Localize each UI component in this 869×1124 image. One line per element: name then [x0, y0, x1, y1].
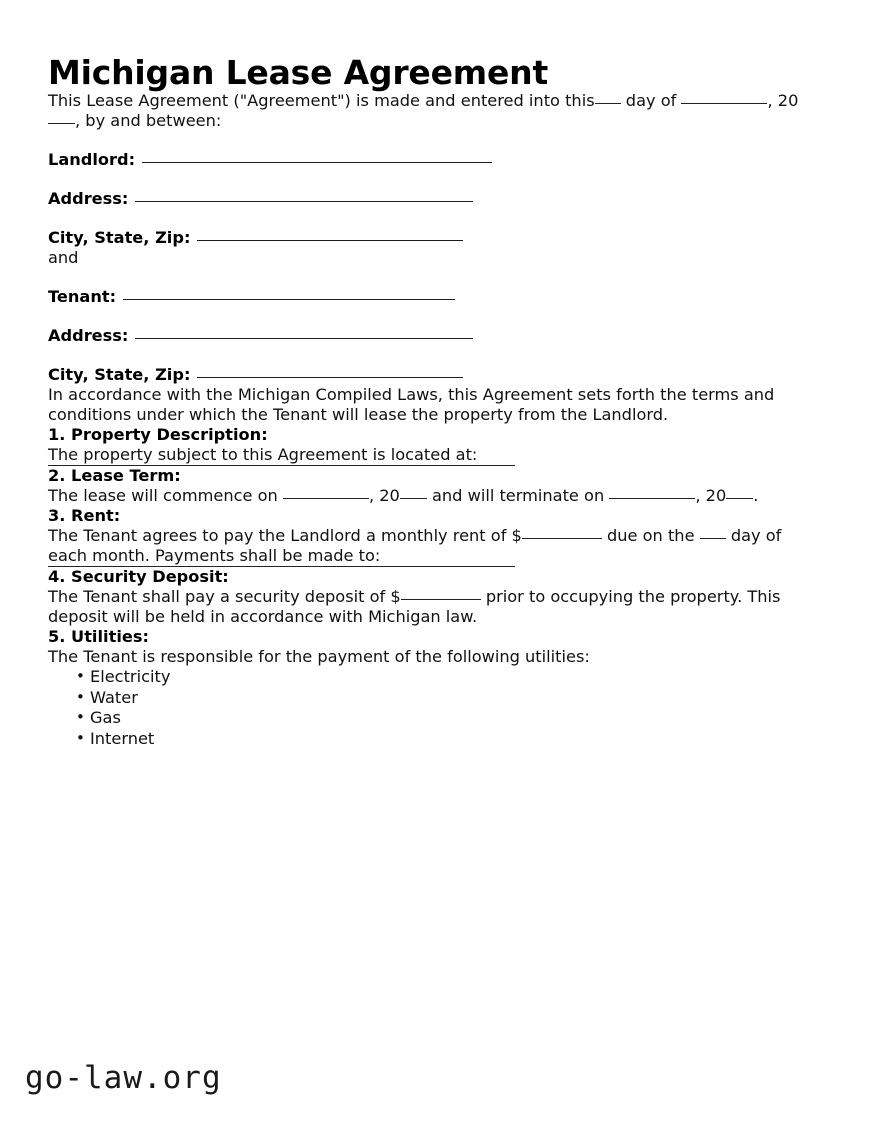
tenant-name-row — [48, 287, 820, 307]
intro-text-d: , by and between: — [75, 111, 222, 131]
lease-term-text-a: The lease will commence on — [48, 486, 278, 506]
section-heading-rent: 3. Rent: — [48, 506, 121, 526]
section-body-lease-term — [48, 486, 820, 506]
landlord-address-row — [48, 189, 820, 209]
section-body-security-deposit — [48, 587, 820, 627]
tenant-address-input[interactable] — [135, 338, 473, 339]
lease-start-month-blank[interactable] — [283, 498, 369, 499]
utilities-list — [48, 667, 820, 749]
intro-day-blank[interactable] — [595, 103, 621, 104]
rent-text-b: due on the — [607, 526, 695, 546]
watermark: go-law.org — [25, 1060, 222, 1096]
list-item: • Gas — [76, 708, 820, 729]
intro-paragraph — [48, 91, 820, 131]
document-body — [48, 55, 820, 749]
section-heading-property-description: 1. Property Description: — [48, 425, 268, 445]
rent-amount-blank[interactable] — [522, 538, 602, 539]
section-heading-lease-term: 2. Lease Term: — [48, 466, 181, 486]
lease-term-text-b: , 20 — [368, 486, 400, 506]
deposit-text-a: The Tenant shall pay a security deposit of $ — [48, 587, 401, 607]
tenant-name-label: Tenant: — [48, 287, 117, 307]
lease-term-text-e: . — [753, 486, 759, 506]
rent-text-a: The Tenant agrees to pay the Landlord a monthly rent of $ — [48, 526, 522, 546]
section-heading-utilities: 5. Utilities: — [48, 627, 149, 647]
intro-year-blank[interactable] — [48, 123, 75, 124]
section-heading-security-deposit: 4. Security Deposit: — [48, 567, 229, 587]
intro-month-blank[interactable] — [681, 103, 767, 104]
security-deposit-amount-blank[interactable] — [401, 599, 481, 600]
section-body-property-description: The property subject to this Agreement is located at: — [48, 445, 478, 465]
lease-term-text-c: and will terminate on — [431, 486, 605, 506]
landlord-name-label: Landlord: — [48, 150, 136, 170]
landlord-name-row — [48, 150, 820, 170]
list-item: • Internet — [76, 729, 820, 750]
section-body-utilities: The Tenant is responsible for the payment of the following utilities: — [48, 647, 590, 667]
landlord-address-input[interactable] — [135, 201, 473, 202]
rent-text-c: day of each month. Payments shall be made to: — [48, 526, 782, 566]
list-item: • Electricity — [76, 667, 820, 688]
tenant-citystatezip-label: City, State, Zip: — [48, 365, 191, 385]
landlord-citystatezip-input[interactable] — [197, 240, 463, 241]
section-body-rent — [48, 526, 820, 566]
lease-start-year-blank[interactable] — [400, 498, 427, 499]
accordance-paragraph: In accordance with the Michigan Compiled Laws, this Agreement sets forth the terms and conditions under which the Tenant will lease the property from the Landlord. — [48, 385, 775, 425]
lease-term-text-d: , 20 — [695, 486, 727, 506]
conjunction-and: and — [48, 248, 79, 268]
deposit-text-b: prior to occupying the property. This deposit will be held in accordance with Michigan law. — [48, 587, 781, 627]
page-title: Michigan Lease Agreement — [48, 53, 549, 92]
intro-text-a: This Lease Agreement ("Agreement") is made and entered into this — [48, 91, 595, 111]
rent-due-day-blank[interactable] — [700, 538, 726, 539]
list-item: • Water — [76, 688, 820, 709]
landlord-name-input[interactable] — [142, 162, 492, 163]
tenant-address-label: Address: — [48, 326, 129, 346]
landlord-citystatezip-row — [48, 228, 820, 248]
lease-end-year-blank[interactable] — [726, 498, 753, 499]
intro-text-c: , 20 — [767, 91, 799, 111]
intro-text-b: day of — [625, 91, 677, 111]
tenant-address-row — [48, 326, 820, 346]
landlord-citystatezip-label: City, State, Zip: — [48, 228, 191, 248]
tenant-citystatezip-row — [48, 365, 820, 385]
lease-end-month-blank[interactable] — [609, 498, 695, 499]
landlord-address-label: Address: — [48, 189, 129, 209]
tenant-name-input[interactable] — [123, 299, 455, 300]
tenant-citystatezip-input[interactable] — [197, 377, 463, 378]
